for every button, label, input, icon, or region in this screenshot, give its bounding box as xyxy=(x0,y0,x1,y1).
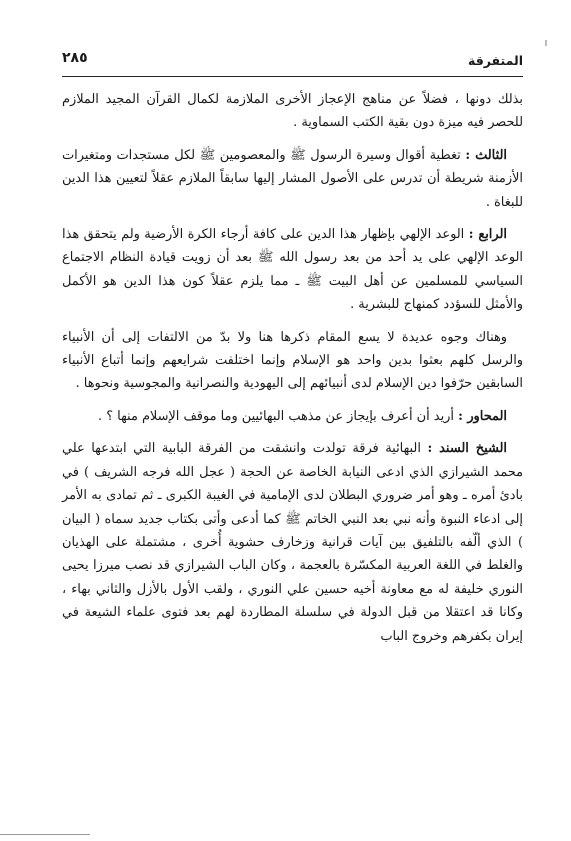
scan-speck xyxy=(545,40,547,46)
page-header xyxy=(62,50,523,74)
paragraph-text: تغطية أقوال وسيرة الرسول ﷺ والمعصومين ﷺ لكل مستجدات ومتغيرات الأزمنة شريطة أن تدرس على الأصول المشار إليها سابقاً الملازم عقلاً لتعيين هذا الدين للبغاة . xyxy=(62,147,523,210)
page-body xyxy=(62,88,523,657)
running-title: المتفرقة xyxy=(468,53,523,68)
header-divider xyxy=(62,76,523,77)
paragraph xyxy=(62,437,523,648)
paragraph xyxy=(62,88,523,135)
paragraph-label: الرابع : xyxy=(468,227,507,243)
paragraph-text: أريد أن أعرف بإيجاز عن مذهب البهائيين وما موقف الإسلام منها ؟ . xyxy=(98,408,454,424)
paragraph xyxy=(62,144,523,214)
paragraph-text: بذلك دونها ، فضلاً عن مناهج الإعجاز الأخرى الملازمة لكمال القرآن المجيد الملازم للحصر فيه ميزة دون بقية الكتب السماوية . xyxy=(62,92,523,131)
paragraph-label: الثالث : xyxy=(465,147,507,163)
paragraph-text: البهائية فرقة تولدت وانشقت من الفرقة البابية التي ابتدعها علي محمد الشيرازي الذي ادعى النيابة الخاصة عن الحجة ( عجل الله فرجه الشريف ) في بادئ أمره ـ وهو أمر ضروري البطلان لدى الإمامية في الغيبة الكبرى ـ ثم تمادى به الأمر إلى ادعاء النبوة وأنه نبي بعد النبي الخاتم ﷺ كما أدعى وأتى بكتاب جديد سماه ( البيان ) الذي ألّفه بالتلفيق بين آيات قرانية وزخارف حشوية أُخرى ، مشتملة على الهذيان والغلط في اللغة العربية المكسّرة بالعجمة ، وكان الباب الشيرازي قد نصب ميرزا يحيى النوري خليفة له مع معاونة أخيه حسين علي النوري ، ولقب الأول بالأزل والثاني بهاء ، وكانا قد اعتقلا من قبل الدولة في سلسلة المطاردة لهم بعد فتوى علماء الشيعة في إيران بكفرهم وخروج الباب xyxy=(62,441,524,644)
paragraph xyxy=(62,326,523,396)
paragraph xyxy=(62,405,523,428)
paragraph-label: الشيخ السند : xyxy=(427,441,507,457)
paragraph-text: وهناك وجوه عديدة لا يسع المقام ذكرها هنا ولا بدّ من الالتفات إلى أن الأنبياء والرسل كلهم بعثوا بدين واحد هو الإسلام وإنما اختلفت شرايعهم وإنما أتباع الأنبياء السابقين حرّفوا دين الإسلام لدى أنبيائهم إلى اليهودية والنصرانية والمجوسية ونحوها . xyxy=(62,329,523,392)
paragraph-label: المحاور : xyxy=(458,408,507,424)
page-number: ٢٨٥ xyxy=(62,50,88,66)
paragraph-text: الوعد الإلهي بإظهار هذا الدين على كافة أرجاء الكرة الأرضية ولم يتحقق هذا الوعد الإلهي على يد أحد من بعد رسول الله ﷺ بعد أن زويت قيادة النظام الاجتماع السياسي للمسلمين عن أهل البيت ﷺ ـ مما يلزم عقلاً كون هذا الدين هو الأكمل والأمثل للسؤدد كمنهاج للبشرية . xyxy=(62,227,523,313)
scan-edge-line xyxy=(0,834,90,835)
paragraph xyxy=(62,223,523,317)
